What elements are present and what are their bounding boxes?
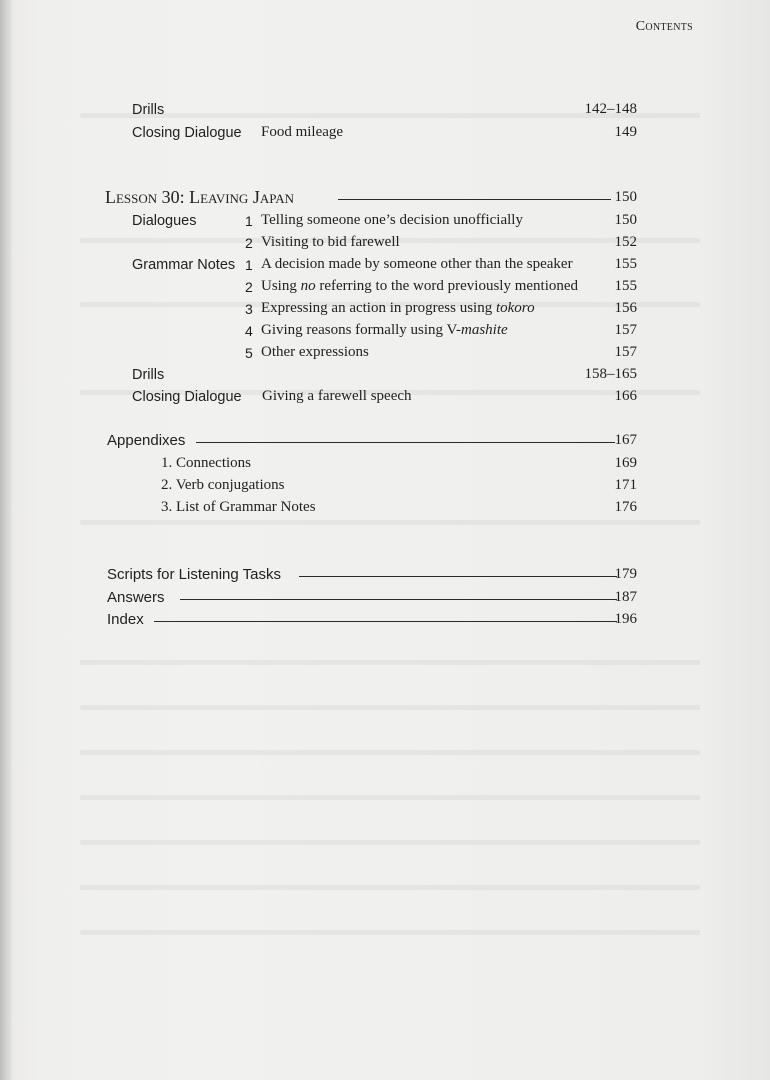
toc-page-number[interactable]: 152 [614, 234, 637, 250]
toc-item-number: 5 [245, 345, 253, 361]
scripts-heading[interactable]: Scripts for Listening Tasks [107, 566, 281, 583]
toc-page-number[interactable]: 187 [614, 589, 637, 605]
bleed-through [80, 750, 700, 755]
toc-label-closing-dialogue[interactable]: Closing Dialogue [132, 125, 242, 141]
bleed-through [80, 705, 700, 710]
bleed-through [80, 840, 700, 845]
toc-item-number: 4 [245, 323, 253, 339]
index-heading[interactable]: Index [107, 611, 144, 628]
toc-page-number[interactable]: 166 [614, 388, 637, 404]
toc-page-number[interactable]: 157 [614, 322, 637, 338]
running-head: Contents [635, 19, 693, 34]
toc-page-number[interactable]: 157 [614, 344, 637, 360]
bleed-through [80, 520, 700, 525]
answers-heading[interactable]: Answers [107, 589, 165, 606]
toc-entry-text[interactable]: A decision made by someone other than the speaker [261, 256, 573, 272]
leader-line [299, 576, 617, 577]
toc-page-number[interactable]: 176 [614, 499, 637, 515]
toc-item-number: 2 [245, 279, 253, 295]
toc-entry-text[interactable]: Giving reasons formally using V-mashite [261, 322, 508, 338]
toc-entry-text[interactable]: Visiting to bid farewell [261, 234, 400, 250]
bleed-through [80, 885, 700, 890]
toc-entry-text[interactable]: Using no referring to the word previously mentioned [261, 278, 579, 294]
leader-line [338, 199, 611, 200]
toc-entry-text[interactable]: Giving a farewell speech [262, 388, 412, 404]
leader-line [196, 442, 615, 443]
toc-label-drills[interactable]: Drills [132, 367, 165, 383]
appendix-item[interactable]: 1. Connections [161, 455, 251, 471]
toc-page-number[interactable]: 156 [614, 300, 637, 316]
toc-item-number: 2 [245, 235, 253, 251]
toc-item-number: 3 [245, 301, 253, 317]
toc-entry-text[interactable]: Telling someone one’s decision unofficially [261, 212, 523, 228]
lesson-heading[interactable]: Lesson 30: Leaving Japan [105, 187, 295, 207]
toc-page-number[interactable]: 158–165 [584, 366, 637, 382]
toc-label-dialogues: Dialogues [132, 213, 197, 229]
toc-page-number[interactable]: 155 [614, 256, 637, 272]
toc-page-number[interactable]: 179 [614, 566, 637, 582]
toc-page-number[interactable]: 171 [614, 477, 637, 493]
toc-label-drills[interactable]: Drills [132, 102, 165, 118]
toc-entry-text[interactable]: Food mileage [261, 124, 344, 140]
toc-page-number[interactable]: 142–148 [584, 101, 637, 117]
bleed-through [80, 660, 700, 665]
toc-entry-text[interactable]: Expressing an action in progress using tokoro [261, 300, 535, 316]
toc-item-number: 1 [245, 257, 253, 273]
leader-line [154, 621, 617, 622]
toc-page-number[interactable]: 150 [614, 212, 637, 228]
appendixes-page-number[interactable]: 167 [614, 432, 637, 448]
appendix-item[interactable]: 2. Verb conjugations [161, 477, 285, 493]
toc-page-number[interactable]: 155 [614, 278, 637, 294]
page-gutter-shadow [0, 0, 12, 1080]
bleed-through [80, 795, 700, 800]
toc-page-number[interactable]: 196 [614, 611, 637, 627]
toc-label-closing-dialogue[interactable]: Closing Dialogue [132, 389, 242, 405]
toc-label-grammar-notes: Grammar Notes [132, 257, 236, 273]
toc-page-number[interactable]: 169 [614, 455, 637, 471]
appendixes-heading[interactable]: Appendixes [107, 432, 186, 449]
toc-page-number[interactable]: 149 [614, 124, 637, 140]
toc-item-number: 1 [245, 213, 253, 229]
toc-entry-text[interactable]: Other expressions [261, 344, 369, 360]
leader-line [180, 599, 617, 600]
appendix-item[interactable]: 3. List of Grammar Notes [161, 499, 316, 515]
lesson-page-number[interactable]: 150 [614, 189, 637, 205]
bleed-through [80, 930, 700, 935]
